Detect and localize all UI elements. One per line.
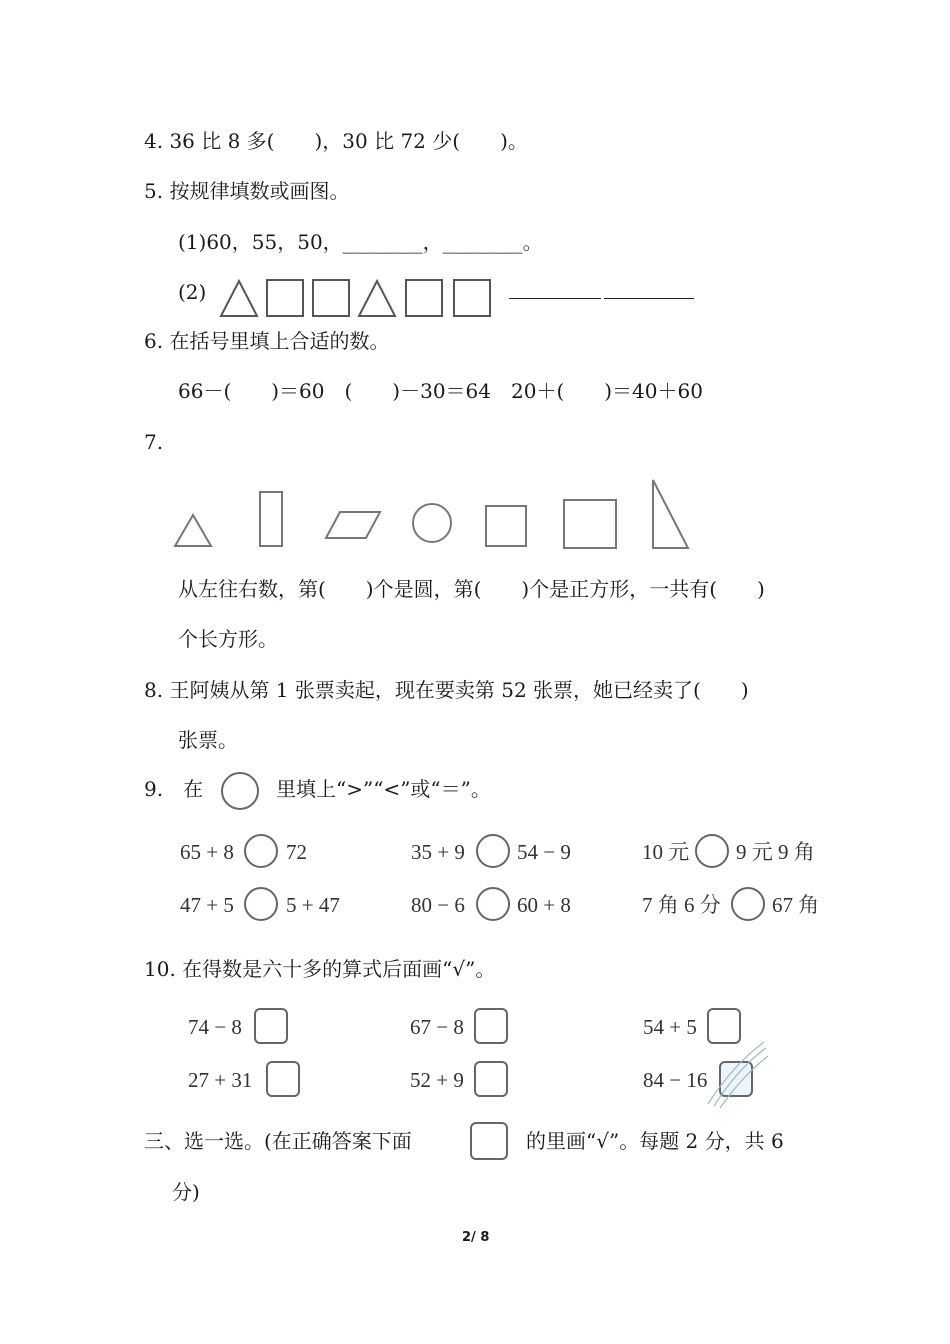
question-9-prefix: 9. 在 (144, 777, 204, 801)
calc-expression: 84 − 16 (643, 1068, 708, 1092)
question-7-label: 7. (144, 430, 164, 454)
section-3-suffix: 的里画“√”。每题 2 分，共 6 (526, 1129, 784, 1153)
checkbox[interactable] (474, 1061, 508, 1097)
compare-left: 80 − 6 (411, 893, 465, 917)
pattern-triangle (359, 281, 395, 316)
compare-right: 72 (286, 840, 307, 864)
shape-square (564, 500, 616, 548)
section-3-line2: 分) (172, 1180, 200, 1204)
shape-square (486, 506, 526, 546)
compare-left: 35 + 9 (411, 840, 465, 864)
question-6-equations: 66－( )＝60 ( )－30＝64 20＋( )＝40＋60 (178, 379, 703, 403)
answer-blank[interactable] (604, 298, 694, 299)
compare-right: 9 元 9 角 (736, 840, 815, 864)
calc-expression: 54 + 5 (643, 1015, 697, 1039)
compare-circle[interactable] (476, 887, 510, 921)
shape-triangle (175, 515, 211, 546)
pattern-sequence (218, 276, 498, 320)
section-3-prefix: 三、选一选。(在正确答案下面 (144, 1129, 412, 1153)
shapes-row (170, 476, 700, 554)
page-number: 2/ 8 (462, 1230, 490, 1245)
pattern-square (454, 280, 490, 316)
compare-left: 65 + 8 (180, 840, 234, 864)
pattern-square (267, 280, 303, 316)
question-8-line1: 8. 王阿姨从第 1 张票卖起，现在要卖第 52 张票，她已经卖了( ) (144, 678, 749, 702)
compare-circle[interactable] (244, 834, 278, 868)
pattern-triangle (221, 281, 257, 316)
question-9-suffix: 里填上“>”“<”或“＝”。 (276, 777, 491, 801)
question-8-line2: 张票。 (178, 728, 238, 752)
scribble-mark-icon (700, 1038, 770, 1110)
shape-circle (413, 504, 451, 542)
compare-circle[interactable] (695, 834, 729, 868)
shape-rectangle (260, 492, 282, 546)
calc-expression: 74 − 8 (188, 1015, 242, 1039)
question-5-sub2-label: (2) (178, 280, 207, 304)
checkbox[interactable] (266, 1061, 300, 1097)
compare-right: 5 + 47 (286, 893, 340, 917)
compare-circle[interactable] (476, 834, 510, 868)
answer-box-example-icon (470, 1122, 508, 1160)
calc-expression: 52 + 9 (410, 1068, 464, 1092)
compare-left: 7 角 6 分 (642, 893, 721, 917)
shape-right-triangle (653, 480, 688, 548)
pattern-square (313, 280, 349, 316)
compare-circle[interactable] (244, 887, 278, 921)
checkbox[interactable] (474, 1008, 508, 1044)
checkbox[interactable] (254, 1008, 288, 1044)
question-6-title: 6. 在括号里填上合适的数。 (144, 329, 390, 353)
calc-expression: 67 − 8 (410, 1015, 464, 1039)
question-10-title: 10. 在得数是六十多的算式后面画“√”。 (144, 957, 496, 981)
question-7-line2: 个长方形。 (178, 627, 278, 651)
shape-parallelogram (326, 512, 380, 538)
question-5-sub1: (1)60，55，50，________，________。 (178, 230, 543, 254)
compare-right: 67 角 (772, 893, 820, 917)
calc-expression: 27 + 31 (188, 1068, 253, 1092)
compare-circle[interactable] (731, 887, 765, 921)
compare-left: 10 元 (642, 840, 690, 864)
question-4: 4. 36 比 8 多( )，30 比 72 少( )。 (144, 129, 528, 153)
compare-right: 54 − 9 (517, 840, 571, 864)
circle-example-icon (221, 772, 259, 810)
answer-blank[interactable] (509, 298, 601, 299)
compare-left: 47 + 5 (180, 893, 234, 917)
compare-right: 60 + 8 (517, 893, 571, 917)
question-7-line1: 从左往右数，第( )个是圆，第( )个是正方形，一共有( ) (178, 577, 765, 601)
question-5-title: 5. 按规律填数或画图。 (144, 179, 350, 203)
pattern-square (406, 280, 442, 316)
